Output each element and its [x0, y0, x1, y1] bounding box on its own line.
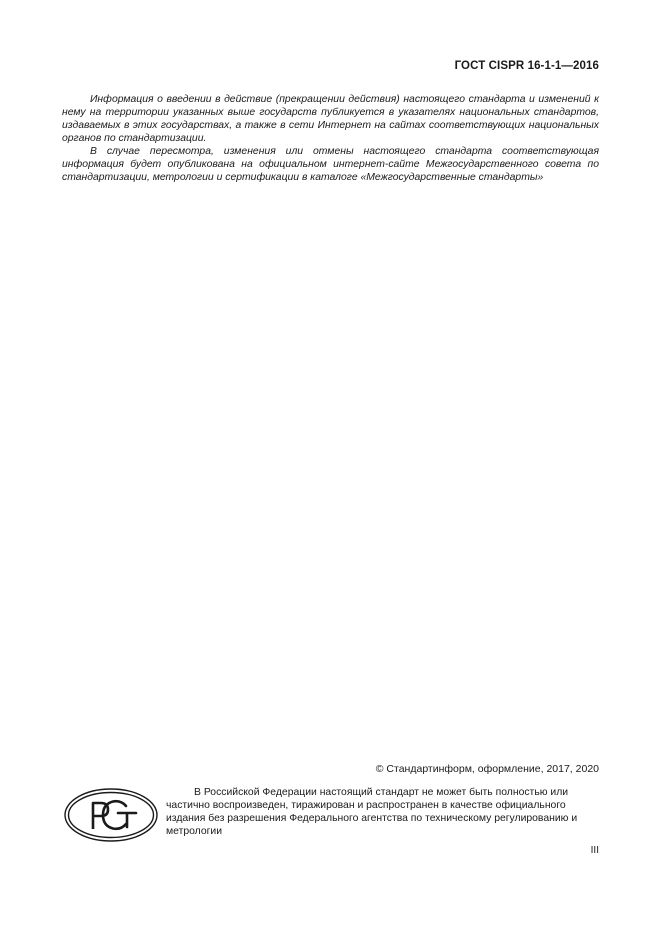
notice-block — [62, 93, 599, 184]
legal-notice-text: В Российской Федерации настоящий стандарт не может быть полностью или частично воспроизведен, тиражирован и распространен в качестве официального издания без разрешения Федерального агентства по техническому регулированию и метрологии — [166, 787, 578, 837]
page-number: III — [590, 845, 599, 856]
notice-paragraph-revision: В случае пересмотра, изменения или отмены настоящего стандарта соответствующая информация будет опубликована на официальном интернет-сайте Межгосударственного совета по стандартизации, метрологии и сертификации в каталоге «Межгосударственные стандарты» — [62, 146, 599, 183]
notice-paragraph-introduction: Информация о введении в действие (прекращении действия) настоящего стандарта и изменений к нему на территории указанных выше государств публикуется в указателях национальных стандартов, издаваемых в этих государствах, а также в сети Интернет на сайтах соответствующих национальных органов по стандартизации. — [62, 94, 599, 144]
rst-certification-mark-icon — [63, 787, 159, 843]
legal-notice — [166, 786, 599, 838]
copyright-line: © Стандартинформ, оформление, 2017, 2020 — [375, 763, 599, 775]
document-code: ГОСТ CISPR 16-1-1—2016 — [454, 60, 599, 72]
